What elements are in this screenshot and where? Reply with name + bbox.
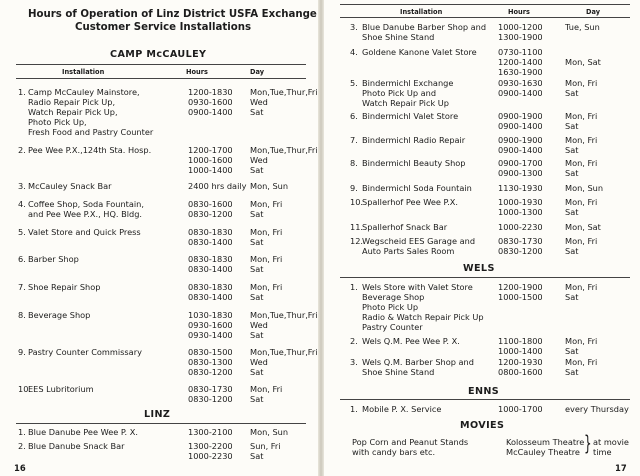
installation-line: Shoe Repair Shop xyxy=(28,282,101,292)
installation-line: Watch Repair Pick Up xyxy=(362,98,449,108)
installation-line: Wels Q.M. Pee Wee P. X. xyxy=(362,336,460,346)
page-gutter xyxy=(318,0,324,476)
hours-line: 0830-1200 xyxy=(498,246,543,256)
entry-days xyxy=(565,236,597,256)
entry-hours xyxy=(188,310,233,340)
entry-number: 3. xyxy=(350,357,358,367)
days-line: Mon, Fri xyxy=(250,282,283,292)
days-line: Mon, Fri xyxy=(565,158,598,168)
installation-line: Bindermichl Beauty Shop xyxy=(362,158,466,168)
entry-hours xyxy=(498,22,543,42)
days-line: Mon, Fri xyxy=(565,336,598,346)
right-col-header-installation: Installation xyxy=(400,8,443,16)
entry-number: 8. xyxy=(350,158,358,168)
hours-line: 1000-1200 xyxy=(498,22,543,32)
entry-installation xyxy=(362,183,472,193)
entry-days xyxy=(565,78,597,98)
days-line: Mon,Tue,Thur,Fri xyxy=(250,87,318,97)
entry-days xyxy=(250,181,288,191)
entry-number: 1. xyxy=(18,87,26,97)
entry-hours xyxy=(498,78,543,98)
entry-days xyxy=(565,336,597,356)
hours-line: 0830-1400 xyxy=(188,292,233,302)
movies-brace: } xyxy=(584,431,592,455)
installation-line: and Pee Wee P.X., HQ. Bldg. xyxy=(28,209,142,219)
installation-line: Pastry Counter Commissary xyxy=(28,347,142,357)
days-line: Sat xyxy=(250,209,264,219)
hours-line: 1000-1300 xyxy=(498,207,543,217)
installation-line: Pee Wee P.X.,124th Sta. Hosp. xyxy=(28,145,152,155)
movies-note-line-1: at movie xyxy=(593,437,629,447)
entry-number: 3. xyxy=(18,181,26,191)
enns-rule xyxy=(340,399,630,400)
entry-number: 2. xyxy=(18,145,26,155)
installation-line: Shoe Shine Stand xyxy=(362,32,435,42)
installation-line: Wels Store with Valet Store xyxy=(362,282,473,292)
days-line: Sat xyxy=(250,292,264,302)
movies-stands-line-1: Pop Corn and Peanut Stands xyxy=(352,437,469,447)
days-line: Mon, Fri xyxy=(565,236,598,246)
entry-number: 2. xyxy=(350,336,358,346)
installation-line: Bindermichl Soda Fountain xyxy=(362,183,472,193)
entry-hours xyxy=(188,282,233,302)
page-number-right: 17 xyxy=(615,463,627,473)
installation-line: McCauley Snack Bar xyxy=(28,181,112,191)
entry-days xyxy=(250,310,318,340)
entry-days xyxy=(565,111,597,131)
entry-number: 3. xyxy=(350,22,358,32)
days-line: Sat xyxy=(565,168,579,178)
hours-line: 0930-1400 xyxy=(188,330,233,340)
days-line: Mon, Fri xyxy=(565,357,598,367)
installation-line: Valet Store and Quick Press xyxy=(28,227,141,237)
entry-days xyxy=(250,87,318,117)
entry-hours xyxy=(188,145,233,175)
entry-number: 9. xyxy=(350,183,358,193)
entry-number: 12. xyxy=(350,236,364,246)
entry-installation xyxy=(362,111,458,121)
entry-number: 7. xyxy=(350,135,358,145)
entry-installation xyxy=(28,384,94,394)
hours-line: 1130-1930 xyxy=(498,183,543,193)
entry-installation xyxy=(362,282,484,332)
days-line: Wed xyxy=(250,97,268,107)
entry-installation xyxy=(28,441,125,451)
page-title-line-1: Hours of Operation of Linz District USFA Exchange xyxy=(28,9,317,20)
days-line: Wed xyxy=(250,155,268,165)
movies-time-note xyxy=(593,437,629,457)
installation-line: Mobile P. X. Service xyxy=(362,404,442,414)
entry-days xyxy=(565,183,603,193)
installation-line: Auto Parts Sales Room xyxy=(362,246,455,256)
days-line: Wed xyxy=(250,320,268,330)
page-number-left: 16 xyxy=(14,463,26,473)
entry-installation xyxy=(362,22,486,42)
entry-number: 6. xyxy=(18,254,26,264)
days-line: Mon, Fri xyxy=(250,227,283,237)
entry-installation xyxy=(362,197,458,207)
hours-line: 0830-1400 xyxy=(188,264,233,274)
movies-theatre-1: Kolosseum Theatre xyxy=(506,437,585,447)
days-line: Mon, Sat xyxy=(565,57,601,67)
installation-line: Wels Q.M. Barber Shop and xyxy=(362,357,474,367)
hours-line: 1100-1800 xyxy=(498,336,543,346)
entry-number: 7. xyxy=(18,282,26,292)
days-line: Sat xyxy=(250,394,264,404)
entry-hours xyxy=(188,199,233,219)
hours-line: 0830-1730 xyxy=(498,236,543,246)
col-header-day: Day xyxy=(250,68,265,76)
entry-hours xyxy=(188,427,233,437)
days-line xyxy=(565,47,601,57)
installation-line: Coffee Shop, Soda Fountain, xyxy=(28,199,144,209)
entry-days xyxy=(250,384,282,404)
days-line: Sat xyxy=(565,207,579,217)
hours-line: 0830-1500 xyxy=(188,347,233,357)
entry-hours xyxy=(498,197,543,217)
entry-number: 6. xyxy=(350,111,358,121)
hours-line: 1200-1400 xyxy=(498,57,543,67)
days-line: Mon,Tue,Thur,Fri xyxy=(250,145,318,155)
linz-rule xyxy=(16,423,306,424)
entry-hours xyxy=(188,441,233,461)
entry-days xyxy=(565,47,601,77)
days-line: Sat xyxy=(565,367,579,377)
hours-line: 0900-1400 xyxy=(188,107,233,117)
days-line: Sat xyxy=(250,264,264,274)
hours-line: 0830-1400 xyxy=(188,237,233,247)
hours-line: 1000-1500 xyxy=(498,292,543,302)
installation-line: Spallerhof Snack Bar xyxy=(362,222,448,232)
entry-number: 4. xyxy=(350,47,358,57)
installation-line: Radio & Watch Repair Pick Up xyxy=(362,312,484,322)
movies-note-line-2: time xyxy=(593,447,612,457)
installation-line: Fresh Food and Pastry Counter xyxy=(28,127,154,137)
hours-line: 0900-1400 xyxy=(498,145,543,155)
hours-line: 0730-1100 xyxy=(498,47,543,57)
entry-number: 1. xyxy=(350,282,358,292)
entry-hours xyxy=(188,181,246,191)
hours-line: 1000-2230 xyxy=(188,451,233,461)
entry-days xyxy=(565,158,597,178)
days-line: Sat xyxy=(250,451,264,461)
days-line: Sat xyxy=(565,292,579,302)
days-line: Mon,Tue,Thur,Fri xyxy=(250,310,318,320)
right-header-rule-bottom xyxy=(340,17,630,18)
hours-line: 0830-1830 xyxy=(188,254,233,264)
hours-line: 1000-1400 xyxy=(188,165,233,175)
installation-line: Beverage Shop xyxy=(362,292,425,302)
installation-line: Shoe Shine Stand xyxy=(362,367,435,377)
entry-installation xyxy=(28,282,100,292)
entry-number: 1. xyxy=(18,427,26,437)
days-line: Sat xyxy=(565,246,579,256)
days-line: Wed xyxy=(250,357,268,367)
hours-line: 0930-1600 xyxy=(188,320,233,330)
days-line: every Thursday xyxy=(565,404,629,414)
entry-number: 10. xyxy=(18,384,32,394)
installation-line: Wegscheid EES Garage and xyxy=(362,236,476,246)
hours-line: 0900-1900 xyxy=(498,135,543,145)
entry-days xyxy=(565,282,597,302)
entry-installation xyxy=(28,227,141,237)
hours-line: 0830-1600 xyxy=(188,199,233,209)
hours-line: 0930-1600 xyxy=(188,97,233,107)
days-line xyxy=(565,67,601,77)
right-col-header-hours: Hours xyxy=(508,8,530,16)
col-header-installation: Installation xyxy=(62,68,105,76)
installation-line: Watch Repair Pick Up, xyxy=(28,107,118,117)
entry-installation xyxy=(28,199,144,219)
hours-line: 1000-2230 xyxy=(498,222,543,232)
installation-line: Blue Danube Pee Wee P. X. xyxy=(28,427,138,437)
days-line: Sat xyxy=(250,237,264,247)
entry-hours xyxy=(498,404,543,414)
movies-stands xyxy=(352,437,468,457)
hours-line: 2400 hrs daily xyxy=(188,181,247,191)
entry-installation xyxy=(362,357,474,377)
days-line: Mon, Sat xyxy=(565,222,601,232)
installation-line: Barber Shop xyxy=(28,254,79,264)
hours-line: 1300-2100 xyxy=(188,427,233,437)
entry-installation xyxy=(28,254,79,264)
installation-line: EES Lubritorium xyxy=(28,384,94,394)
hours-line: 0830-1200 xyxy=(188,367,233,377)
entry-days xyxy=(250,441,281,461)
section-heading-enns: ENNS xyxy=(468,386,500,397)
entry-days xyxy=(250,254,282,274)
header-rule-top xyxy=(16,64,306,65)
days-line: Sat xyxy=(565,88,579,98)
installation-line: Bindermichl Radio Repair xyxy=(362,135,466,145)
hours-line: 1200-1900 xyxy=(498,282,543,292)
days-line: Sat xyxy=(250,330,264,340)
entry-installation xyxy=(362,78,453,108)
entry-days xyxy=(250,227,282,247)
days-line: Mon, Fri xyxy=(250,384,283,394)
installation-line: Photo Pick Up, xyxy=(28,117,87,127)
header-rule-bottom xyxy=(16,78,306,79)
entry-hours xyxy=(498,236,543,256)
installation-line: Bindermichl Valet Store xyxy=(362,111,459,121)
installation-line: Goldene Kanone Valet Store xyxy=(362,47,477,57)
hours-line: 0830-1300 xyxy=(188,357,233,367)
hours-line: 1200-1930 xyxy=(498,357,543,367)
entry-installation xyxy=(28,181,112,191)
entry-installation xyxy=(362,135,465,145)
days-line: Mon, Fri xyxy=(565,282,598,292)
hours-line: 0900-1400 xyxy=(498,88,543,98)
hours-line: 1200-1700 xyxy=(188,145,233,155)
installation-line: Pastry Counter xyxy=(362,322,423,332)
entry-days xyxy=(250,347,318,377)
days-line: Mon,Tue,Thur,Fri xyxy=(250,347,318,357)
installation-line: Bindermichl Exchange xyxy=(362,78,454,88)
entry-number: 2. xyxy=(18,441,26,451)
entry-hours xyxy=(498,135,543,155)
entry-days xyxy=(250,145,318,175)
entry-installation xyxy=(28,347,142,357)
hours-line: 0930-1630 xyxy=(498,78,543,88)
hours-line: 0830-1200 xyxy=(188,394,233,404)
days-line: Sun, Fri xyxy=(250,441,281,451)
wels-rule xyxy=(340,277,630,278)
hours-line: 1000-1700 xyxy=(498,404,543,414)
movies-stands-line-2: with candy bars etc. xyxy=(352,447,436,457)
hours-line: 0900-1900 xyxy=(498,111,543,121)
days-line: Sat xyxy=(250,107,264,117)
entry-hours xyxy=(498,357,543,377)
entry-installation xyxy=(362,222,447,232)
entry-installation xyxy=(28,427,138,437)
movies-theatres xyxy=(506,437,584,457)
days-line: Mon, Sun xyxy=(250,181,289,191)
hours-line: 1200-1830 xyxy=(188,87,233,97)
entry-number: 1. xyxy=(350,404,358,414)
hours-line: 1000-1400 xyxy=(498,346,543,356)
entry-number: 8. xyxy=(18,310,26,320)
days-line: Tue, Sun xyxy=(565,22,600,32)
days-line: Mon, Sun xyxy=(250,427,289,437)
entry-days xyxy=(250,199,282,219)
installation-line: Photo Pick Up and xyxy=(362,88,437,98)
right-col-header-day: Day xyxy=(586,8,601,16)
col-header-hours: Hours xyxy=(186,68,208,76)
days-line: Mon, Fri xyxy=(565,135,598,145)
entry-days xyxy=(565,135,597,155)
days-line: Sat xyxy=(250,165,264,175)
entry-number: 5. xyxy=(350,78,358,88)
entry-hours xyxy=(498,183,543,193)
section-heading-linz: LINZ xyxy=(144,409,171,420)
entry-hours xyxy=(498,222,543,232)
entry-days xyxy=(250,282,282,302)
entry-installation xyxy=(362,404,441,414)
hours-line: 1300-1900 xyxy=(498,32,543,42)
entry-installation xyxy=(362,236,475,256)
entry-days xyxy=(565,357,597,377)
days-line: Sat xyxy=(565,346,579,356)
entry-number: 11. xyxy=(350,222,364,232)
entry-hours xyxy=(498,47,543,77)
movies-theatre-2: McCauley Theatre xyxy=(506,447,580,457)
days-line: Sat xyxy=(565,145,579,155)
hours-line: 1000-1930 xyxy=(498,197,543,207)
section-heading-wels: WELS xyxy=(463,263,495,274)
entry-hours xyxy=(188,347,233,377)
entry-number: 4. xyxy=(18,199,26,209)
days-line: Mon, Fri xyxy=(565,111,598,121)
entry-installation xyxy=(28,145,151,155)
right-header-rule-top xyxy=(340,4,630,5)
hours-line: 0900-1700 xyxy=(498,158,543,168)
entry-hours xyxy=(188,384,233,404)
hours-line: 1000-1600 xyxy=(188,155,233,165)
hours-line: 0900-1300 xyxy=(498,168,543,178)
entry-days xyxy=(565,404,629,414)
hours-line: 1030-1830 xyxy=(188,310,233,320)
entry-days xyxy=(565,222,601,232)
page-title xyxy=(28,8,317,34)
entry-hours xyxy=(498,111,543,131)
installation-line: Photo Pick Up xyxy=(362,302,419,312)
installation-line: Camp McCauley Mainstore, xyxy=(28,87,140,97)
days-line: Mon, Sun xyxy=(565,183,604,193)
section-heading-camp-mccauley: CAMP McCAULEY xyxy=(110,49,207,60)
entry-number: 9. xyxy=(18,347,26,357)
entry-days xyxy=(565,197,597,217)
entry-hours xyxy=(188,254,233,274)
hours-line: 0830-1730 xyxy=(188,384,233,394)
installation-line: Blue Danube Barber Shop and xyxy=(362,22,487,32)
entry-installation xyxy=(362,336,460,346)
entry-installation xyxy=(28,87,153,137)
days-line: Sat xyxy=(250,367,264,377)
hours-line: 1630-1900 xyxy=(498,67,543,77)
entry-hours xyxy=(498,336,543,356)
entry-days xyxy=(565,22,600,42)
days-line xyxy=(565,32,600,42)
days-line: Sat xyxy=(565,121,579,131)
entry-installation xyxy=(28,310,90,320)
installation-line: Radio Repair Pick Up, xyxy=(28,97,116,107)
entry-number: 5. xyxy=(18,227,26,237)
hours-line: 0800-1600 xyxy=(498,367,543,377)
entry-installation xyxy=(362,158,465,168)
hours-line: 0830-1830 xyxy=(188,227,233,237)
entry-days xyxy=(250,427,288,437)
days-line: Mon, Fri xyxy=(565,78,598,88)
hours-line: 1300-2200 xyxy=(188,441,233,451)
hours-line: 0830-1830 xyxy=(188,282,233,292)
days-line: Mon, Fri xyxy=(250,254,283,264)
hours-line: 0900-1400 xyxy=(498,121,543,131)
days-line: Mon, Fri xyxy=(565,197,598,207)
installation-line: Blue Danube Snack Bar xyxy=(28,441,125,451)
entry-installation xyxy=(362,47,477,57)
section-heading-movies: MOVIES xyxy=(460,420,505,431)
hours-line: 0830-1200 xyxy=(188,209,233,219)
entry-hours xyxy=(498,282,543,302)
installation-line: Spallerhof Pee Wee P.X. xyxy=(362,197,458,207)
installation-line: Beverage Shop xyxy=(28,310,91,320)
entry-hours xyxy=(188,87,233,117)
entry-number: 10. xyxy=(350,197,364,207)
days-line: Mon, Fri xyxy=(250,199,283,209)
entry-hours xyxy=(188,227,233,247)
entry-hours xyxy=(498,158,543,178)
page-title-line-2: Customer Service Installations xyxy=(74,22,252,33)
